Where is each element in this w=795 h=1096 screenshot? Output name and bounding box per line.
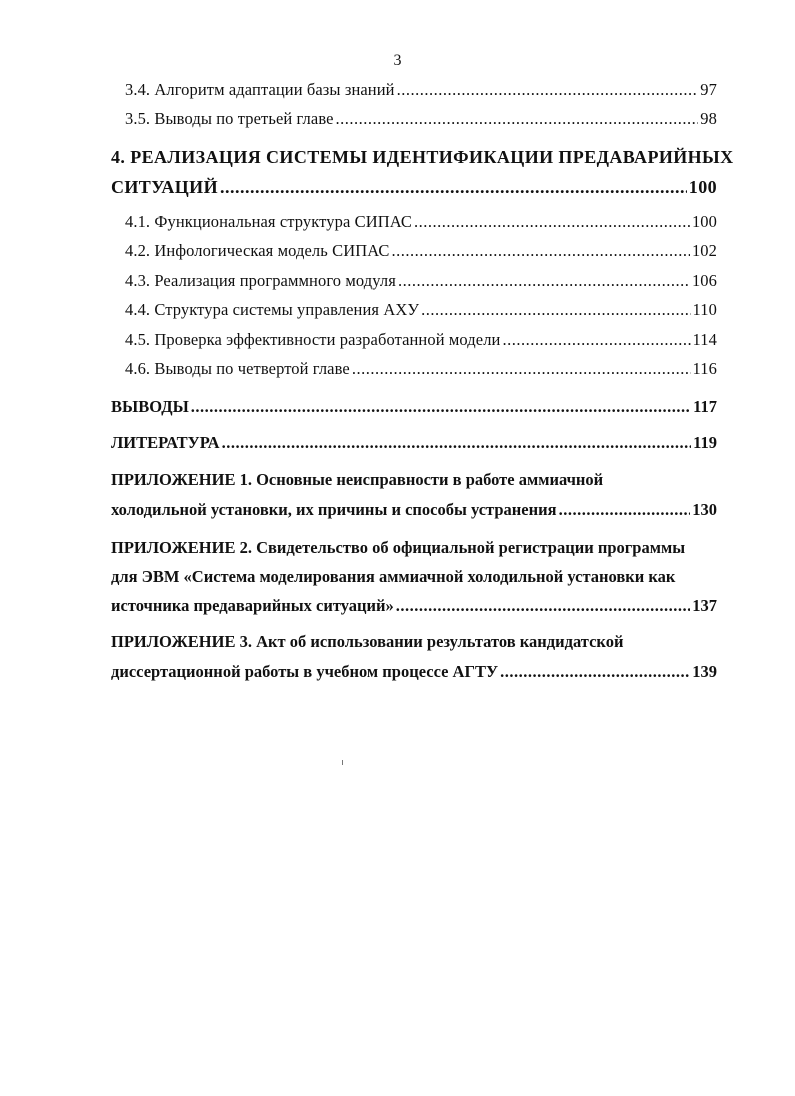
toc-entry-page: 100 (688, 177, 717, 197)
toc-entry-page: 137 (692, 596, 717, 615)
toc-entry-label: диссертационной работы в учебном процессе АГТУ (111, 662, 499, 681)
toc-entry-4-2[interactable] (125, 243, 717, 260)
toc-entry-page: 116 (692, 359, 717, 378)
toc-entry-label: 4.1. Функциональная структура СИПАС (125, 212, 413, 231)
toc-entry-4-3[interactable] (125, 273, 717, 290)
appendix-1-line1[interactable]: ПРИЛОЖЕНИЕ 1. Основные неисправности в работе аммиачной (111, 470, 604, 489)
toc-entry-4-6[interactable] (125, 361, 717, 378)
toc-entry-page: 114 (692, 330, 717, 349)
scan-speck (342, 760, 343, 765)
toc-entry-label: 4.4. Структура системы управления АХУ (125, 300, 420, 319)
toc-entry-page: 97 (700, 80, 717, 99)
toc-entry-page: 139 (692, 662, 717, 681)
toc-entry-label: СИТУАЦИЙ (111, 177, 218, 197)
toc-entry-4-1[interactable] (125, 214, 717, 231)
dot-leader (500, 664, 690, 681)
appendix-2-line3[interactable] (111, 598, 717, 615)
toc-entry-label: 3.5. Выводы по третьей главе (125, 109, 334, 128)
toc-entry-page: 102 (691, 241, 717, 260)
toc-entry-label: 4.2. Инфологическая модель СИПАС (125, 241, 390, 260)
toc-entry-page: 98 (700, 109, 717, 128)
dot-leader (191, 399, 691, 416)
toc-entry-page: 119 (693, 433, 717, 452)
toc-entry-page: 130 (692, 500, 717, 519)
dot-leader (220, 178, 687, 196)
appendix-1-line2[interactable] (111, 502, 717, 519)
chapter-4-title-line1[interactable]: 4. РЕАЛИЗАЦИЯ СИСТЕМЫ ИДЕНТИФИКАЦИИ ПРЕДАВАРИЙНЫХ (111, 147, 734, 167)
toc-entry-page: 106 (691, 271, 717, 290)
toc-entry-page: 117 (693, 397, 717, 416)
dot-leader (421, 302, 690, 319)
toc-entry-3-5[interactable] (125, 111, 717, 128)
dot-leader (502, 332, 690, 349)
appendix-2-line1[interactable]: ПРИЛОЖЕНИЕ 2. Свидетельство об официальной регистрации программы (111, 538, 686, 557)
appendix-2-line2[interactable]: для ЭВМ «Система моделирования аммиачной холодильной установки как (111, 567, 676, 586)
toc-entry-label: 3.4. Алгоритм адаптации базы знаний (125, 80, 395, 99)
chapter-4-title-line2[interactable] (111, 178, 717, 196)
toc-entry-page: 100 (691, 212, 717, 231)
dot-leader (222, 435, 692, 452)
toc-entry-label: ЛИТЕРАТУРА (111, 433, 220, 452)
dot-leader (352, 361, 691, 378)
dot-leader (392, 243, 690, 260)
toc-entry-3-4[interactable] (125, 82, 717, 99)
dot-leader (398, 273, 690, 290)
toc-entry-label: ВЫВОДЫ (111, 397, 189, 416)
dot-leader (414, 214, 690, 231)
toc-entry-label: 4.6. Выводы по четвертой главе (125, 359, 350, 378)
toc-entry-label: холодильной установки, их причины и способы устранения (111, 500, 557, 519)
toc-entry-label: 4.5. Проверка эффективности разработанной модели (125, 330, 501, 349)
page-number: 3 (393, 52, 402, 69)
dot-leader (336, 111, 699, 128)
dot-leader (559, 502, 691, 519)
appendix-3-line2[interactable] (111, 664, 717, 681)
dot-leader (397, 82, 699, 99)
toc-entry-conclusions[interactable] (111, 399, 717, 416)
appendix-3-line1[interactable]: ПРИЛОЖЕНИЕ 3. Акт об использовании результатов кандидатской (111, 632, 624, 651)
dot-leader (396, 598, 690, 615)
toc-entry-4-4[interactable] (125, 302, 717, 319)
toc-entry-literature[interactable] (111, 435, 717, 452)
toc-entry-page: 110 (692, 300, 717, 319)
toc-entry-label: источника предаварийных ситуаций» (111, 596, 394, 615)
toc-entry-4-5[interactable] (125, 332, 717, 349)
toc-entry-label: 4.3. Реализация программного модуля (125, 271, 396, 290)
